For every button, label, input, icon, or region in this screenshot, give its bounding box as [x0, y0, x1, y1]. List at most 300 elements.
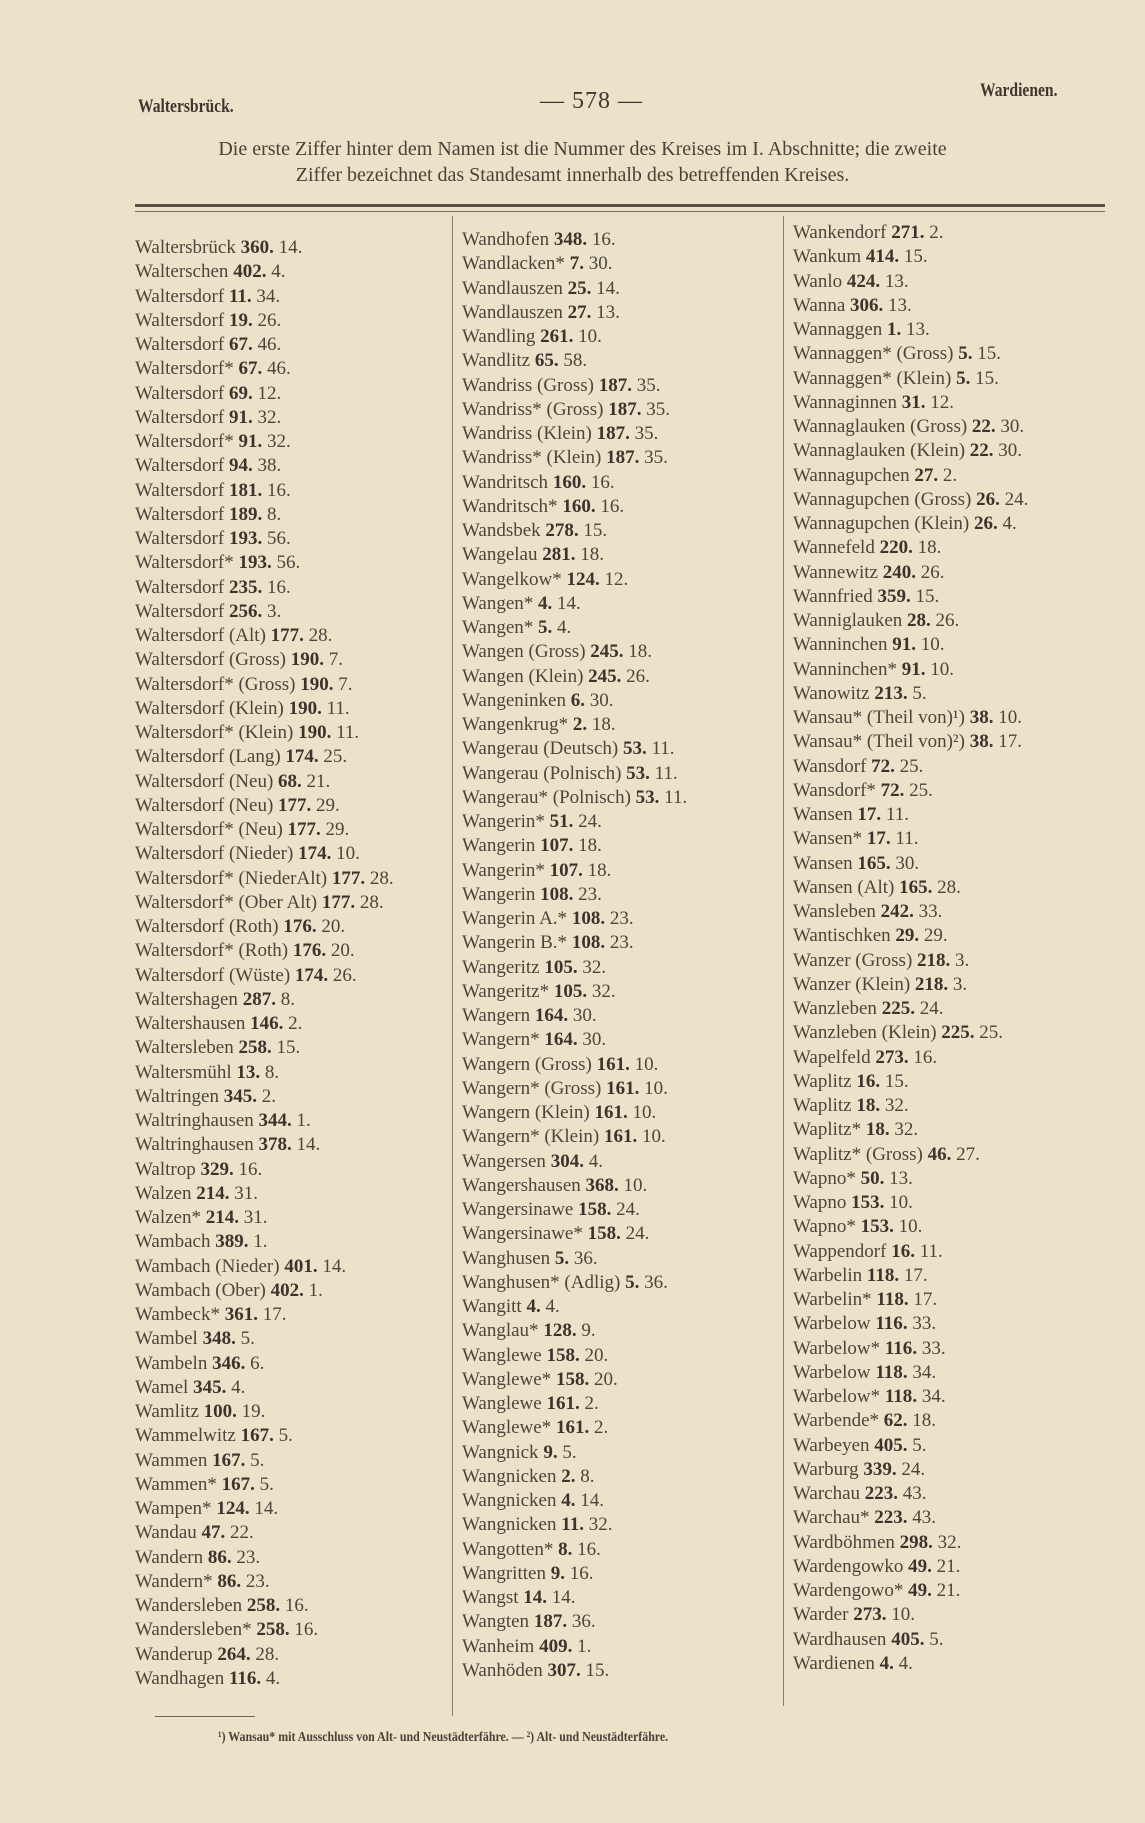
index-entry	[135, 1376, 394, 1400]
index-entry	[135, 891, 394, 915]
kreis-number: 344 .	[259, 1110, 297, 1131]
place-name: Waltringen	[135, 1085, 219, 1107]
standesamt-number: 2 .	[262, 1086, 276, 1107]
standesamt-number: 35 .	[635, 423, 659, 444]
place-name: Wambeln	[135, 1352, 208, 1374]
index-entry	[135, 309, 394, 333]
kreis-number: 160 .	[553, 472, 591, 493]
kreis-number: 213 .	[874, 683, 912, 704]
kreis-number: 9 .	[543, 1442, 562, 1463]
kreis-number: 4 .	[561, 1490, 580, 1511]
place-name: Waltersdorf (Nieder)	[135, 843, 294, 865]
place-name: Waltersdorf	[135, 406, 225, 428]
place-name: Wangersinawe	[462, 1199, 574, 1220]
index-entry	[135, 333, 394, 357]
place-name: Wangenkrug*	[462, 714, 569, 735]
standesamt-number: 11 .	[895, 828, 918, 849]
kreis-number: 4 .	[526, 1296, 545, 1317]
place-name: Wanderup	[135, 1643, 213, 1665]
index-entry	[793, 464, 1028, 488]
place-name: Waltershausen	[135, 1013, 246, 1034]
running-head-last-entry: Wardienen.	[980, 80, 1058, 101]
standesamt-number: 33 .	[922, 1338, 946, 1359]
index-entry	[462, 1538, 687, 1562]
index-entry	[793, 1337, 1028, 1361]
standesamt-number: 16 .	[238, 1159, 262, 1180]
standesamt-number: 17 .	[998, 731, 1022, 752]
place-name: Waltersdorf* (Klein)	[135, 722, 294, 743]
standesamt-number: 10 .	[635, 1054, 659, 1075]
kreis-number: 158 .	[578, 1199, 616, 1220]
standesamt-number: 35 .	[644, 447, 668, 468]
place-name: Waltersleben	[135, 1037, 234, 1059]
standesamt-number: 30 .	[1000, 416, 1024, 437]
kreis-number: 27 .	[568, 302, 597, 323]
standesamt-number: 18 .	[588, 860, 612, 881]
kreis-number: 389 .	[215, 1231, 253, 1252]
place-name: Waltersdorf	[135, 576, 225, 598]
place-name: Waltersdorf	[135, 382, 225, 404]
kreis-number: 346 .	[212, 1353, 250, 1374]
standesamt-number: 21 .	[937, 1580, 961, 1601]
index-entry	[793, 973, 1028, 997]
standesamt-number: 27 .	[956, 1144, 980, 1165]
index-entry	[135, 600, 394, 624]
index-entry	[793, 1167, 1028, 1191]
standesamt-number: 15 .	[904, 246, 928, 267]
kreis-number: 161 .	[556, 1417, 594, 1438]
index-entry	[462, 519, 687, 543]
place-name: Waltersdorf	[135, 479, 225, 501]
place-name: Wantischken	[793, 925, 891, 947]
index-entry	[793, 1482, 1028, 1506]
place-name: Wangerin	[462, 835, 536, 857]
place-name: Waltersbrück	[135, 237, 236, 258]
kreis-number: 223 .	[865, 1483, 903, 1504]
kreis-number: 124 .	[216, 1498, 254, 1519]
standesamt-number: 30 .	[895, 853, 919, 874]
kreis-number: 177 .	[278, 795, 316, 816]
standesamt-number: 12 .	[930, 392, 954, 413]
kreis-number: 348 .	[554, 229, 592, 250]
place-name: Wangerin*	[462, 811, 545, 832]
place-name: Waltersdorf (Roth)	[135, 916, 279, 937]
column-divider	[783, 216, 784, 1706]
standesamt-number: 2 .	[288, 1013, 302, 1034]
index-entry	[135, 260, 394, 284]
standesamt-number: 10 .	[644, 1078, 668, 1099]
kreis-number: 27 .	[914, 465, 943, 486]
standesamt-number: 10 .	[899, 1216, 923, 1237]
place-name: Wandern*	[135, 1570, 213, 1592]
standesamt-number: 29 .	[924, 925, 948, 946]
kreis-number: 348 .	[203, 1328, 241, 1349]
index-entry	[135, 1424, 394, 1448]
index-entry	[793, 682, 1028, 706]
index-entry	[462, 1222, 687, 1246]
place-name: Waltersdorf (Klein)	[135, 697, 284, 719]
index-entry	[135, 503, 394, 527]
kreis-number: 53 .	[636, 787, 665, 808]
place-name: Wambach (Ober)	[135, 1279, 266, 1301]
place-name: Wangnicken	[462, 1514, 557, 1536]
index-column-2	[462, 228, 687, 1683]
kreis-number: 4 .	[880, 1653, 899, 1674]
index-entry	[793, 1409, 1028, 1433]
index-entry	[793, 1118, 1028, 1142]
standesamt-number: 32 .	[582, 957, 606, 978]
place-name: Wangerau (Deutsch)	[462, 738, 619, 760]
kreis-number: 86 .	[217, 1571, 246, 1592]
index-entry	[462, 1295, 687, 1319]
standesamt-number: 13 .	[885, 271, 909, 292]
kreis-number: 240 .	[883, 562, 921, 583]
place-name: Wangeritz*	[462, 980, 550, 1002]
index-entry	[135, 406, 394, 430]
index-entry	[135, 1085, 394, 1109]
standesamt-number: 23 .	[246, 1571, 270, 1592]
index-entry	[462, 592, 687, 616]
standesamt-number: 18 .	[628, 641, 652, 662]
standesamt-number: 5 .	[912, 683, 926, 704]
index-entry	[462, 1004, 687, 1028]
place-name: Wanowitz	[793, 682, 870, 704]
standesamt-number: 3 .	[267, 601, 281, 622]
place-name: Wandritsch*	[462, 495, 558, 517]
place-name: Wansen (Alt)	[793, 876, 895, 898]
place-name: Wangern* (Gross)	[462, 1077, 602, 1099]
index-entry	[135, 1643, 394, 1667]
index-entry	[462, 568, 687, 592]
standesamt-number: 43 .	[903, 1483, 927, 1504]
place-name: Waltersdorf*	[135, 552, 234, 574]
standesamt-number: 25 .	[979, 1022, 1003, 1043]
kreis-number: 424 .	[847, 271, 885, 292]
index-entry	[135, 1182, 394, 1206]
place-name: Wandlitz	[462, 350, 531, 372]
kreis-number: 13 .	[236, 1062, 265, 1083]
place-name: Wangten	[462, 1611, 530, 1633]
kreis-number: 158 .	[556, 1369, 594, 1390]
place-name: Wanzleben (Klein)	[793, 1022, 937, 1044]
kreis-number: 25 .	[568, 278, 597, 299]
index-entry	[135, 964, 394, 988]
index-entry	[135, 454, 394, 478]
kreis-number: 72 .	[881, 780, 910, 801]
place-name: Waltrop	[135, 1158, 196, 1180]
kreis-number: 164 .	[544, 1029, 582, 1050]
index-entry	[135, 1279, 394, 1303]
kreis-number: 7 .	[570, 253, 589, 274]
index-entry	[793, 391, 1028, 415]
kreis-number: 190 .	[298, 722, 336, 743]
standesamt-number: 5 .	[562, 1442, 576, 1463]
standesamt-number: 8 .	[580, 1466, 594, 1487]
index-entry	[793, 415, 1028, 439]
kreis-number: 225 .	[941, 1022, 979, 1043]
standesamt-number: 1 .	[253, 1231, 267, 1252]
standesamt-number: 14 .	[552, 1587, 576, 1608]
standesamt-number: 29 .	[326, 819, 350, 840]
standesamt-number: 20 .	[321, 916, 345, 937]
kreis-number: 281 .	[542, 544, 580, 565]
index-entry	[793, 439, 1028, 463]
kreis-number: 158 .	[588, 1223, 626, 1244]
standesamt-number: 9 .	[581, 1320, 595, 1341]
kreis-number: 187 .	[597, 423, 635, 444]
kreis-number: 153 .	[851, 1192, 889, 1213]
kreis-number: 18 .	[856, 1095, 885, 1116]
standesamt-number: 4 .	[589, 1151, 603, 1172]
kreis-number: 107 .	[550, 860, 588, 881]
standesamt-number: 4 .	[231, 1377, 245, 1398]
standesamt-number: 32 .	[267, 431, 291, 452]
standesamt-number: 25 .	[323, 746, 347, 767]
index-entry	[793, 270, 1028, 294]
kreis-number: 214 .	[196, 1183, 234, 1204]
standesamt-number: 10 .	[336, 843, 360, 864]
place-name: Wansdorf	[793, 755, 867, 777]
standesamt-number: 2 .	[594, 1417, 608, 1438]
place-name: Wambach	[135, 1231, 211, 1253]
place-name: Warbeyen	[793, 1434, 870, 1456]
place-name: Wanglewe	[462, 1344, 542, 1366]
kreis-number: 225 .	[882, 998, 920, 1019]
place-name: Wanzer (Gross)	[793, 949, 913, 971]
place-name: Waltershagen	[135, 988, 238, 1010]
place-name: Wanglewe*	[462, 1417, 552, 1439]
place-name: Warder	[793, 1604, 849, 1626]
index-entry	[135, 794, 394, 818]
place-name: Wandlacken*	[462, 253, 565, 275]
place-name: Waltersdorf	[135, 285, 225, 307]
place-name: Waltringhausen	[135, 1110, 254, 1131]
kreis-number: 86 .	[208, 1547, 237, 1568]
place-name: Waltersdorf (Neu)	[135, 794, 274, 816]
standesamt-number: 15 .	[276, 1037, 300, 1058]
place-name: Waltersdorf	[135, 503, 225, 525]
standesamt-number: 34 .	[922, 1386, 946, 1407]
kreis-number: 68 .	[278, 771, 307, 792]
place-name: Wanna	[793, 294, 846, 316]
index-entry	[793, 706, 1028, 730]
index-entry	[462, 1489, 687, 1513]
place-name: Waltersdorf* (Gross)	[135, 673, 296, 695]
kreis-number: 19 .	[229, 310, 258, 331]
place-name: Waltersdorf (Lang)	[135, 746, 281, 768]
standesamt-number: 35 .	[637, 375, 661, 396]
place-name: Wangnicken	[462, 1490, 557, 1511]
standesamt-number: 18 .	[578, 835, 602, 856]
standesamt-number: 20 .	[594, 1369, 618, 1390]
kreis-number: 193 .	[229, 528, 267, 549]
standesamt-number: 3 .	[955, 950, 969, 971]
place-name: Warbelow	[793, 1313, 871, 1335]
kreis-number: 22 .	[972, 416, 1001, 437]
kreis-number: 329 .	[200, 1159, 238, 1180]
index-entry	[793, 730, 1028, 754]
standesamt-number: 28 .	[309, 625, 333, 646]
index-entry	[462, 640, 687, 664]
standesamt-number: 23 .	[578, 884, 602, 905]
standesamt-number: 26 .	[936, 610, 960, 631]
standesamt-number: 8 .	[281, 989, 295, 1010]
kreis-number: 62 .	[884, 1410, 913, 1431]
place-name: Wandlauszen	[462, 277, 563, 299]
index-entry	[793, 245, 1028, 269]
place-name: Wanghusen	[462, 1247, 551, 1269]
standesamt-number: 2 .	[943, 465, 957, 486]
kreis-number: 220 .	[880, 537, 918, 558]
kreis-number: 49 .	[908, 1580, 937, 1601]
index-entry	[135, 1618, 394, 1642]
place-name: Warbelin	[793, 1264, 863, 1286]
kreis-number: 181 .	[229, 480, 267, 501]
place-name: Wardengowko	[793, 1555, 904, 1577]
index-entry	[462, 1077, 687, 1101]
index-entry	[135, 576, 394, 600]
index-entry	[793, 367, 1028, 391]
kreis-number: 378 .	[259, 1134, 297, 1155]
kreis-number: 91 .	[902, 659, 931, 680]
index-entry	[793, 827, 1028, 851]
index-entry	[793, 1385, 1028, 1409]
place-name: Waplitz*	[793, 1119, 862, 1141]
place-name: Warbelow*	[793, 1337, 881, 1359]
place-name: Wansau* (Theil von)²)	[793, 731, 965, 753]
place-name: Wangern* (Klein)	[462, 1126, 600, 1148]
kreis-number: 258 .	[238, 1037, 276, 1058]
kreis-number: 306 .	[850, 295, 888, 316]
kreis-number: 116 .	[875, 1313, 912, 1334]
kreis-number: 273 .	[875, 1047, 913, 1068]
index-entry	[793, 900, 1028, 924]
kreis-number: 245 .	[590, 641, 628, 662]
standesamt-number: 11 .	[336, 722, 359, 743]
standesamt-number: 4 .	[1003, 513, 1017, 534]
index-entry	[462, 1053, 687, 1077]
standesamt-number: 16 .	[591, 472, 615, 493]
standesamt-number: 56 .	[267, 528, 291, 549]
standesamt-number: 18 .	[580, 544, 604, 565]
kreis-number: 5 .	[958, 343, 977, 364]
standesamt-number: 58 .	[563, 350, 587, 371]
kreis-number: 161 .	[594, 1102, 632, 1123]
standesamt-number: 32 .	[894, 1119, 918, 1140]
kreis-number: 18 .	[866, 1119, 895, 1140]
header-rule-thick	[135, 204, 1105, 207]
kreis-number: 31 .	[902, 392, 931, 413]
kreis-number: 108 .	[540, 884, 578, 905]
kreis-number: 107 .	[540, 835, 578, 856]
place-name: Wandau	[135, 1522, 197, 1544]
index-entry	[793, 561, 1028, 585]
kreis-number: 53 .	[626, 763, 655, 784]
standesamt-number: 8 .	[267, 504, 281, 525]
standesamt-number: 24 .	[1005, 489, 1029, 510]
standesamt-number: 10 .	[921, 634, 945, 655]
index-entry	[462, 786, 687, 810]
standesamt-number: 4 .	[557, 617, 571, 638]
index-entry	[135, 285, 394, 309]
place-name: Wansen*	[793, 828, 863, 850]
index-entry	[462, 495, 687, 519]
index-entry	[462, 349, 687, 373]
index-entry	[793, 1603, 1028, 1627]
index-entry	[135, 551, 394, 575]
kreis-number: 5 .	[555, 1248, 574, 1269]
place-name: Wannewitz	[793, 561, 878, 583]
index-entry	[135, 1158, 394, 1182]
kreis-number: 167 .	[212, 1450, 250, 1471]
index-entry	[462, 252, 687, 276]
kreis-number: 47 .	[202, 1522, 231, 1543]
index-entry	[135, 673, 394, 697]
standesamt-number: 14 .	[322, 1256, 346, 1277]
standesamt-number: 32 .	[938, 1532, 962, 1553]
standesamt-number: 15 .	[586, 1660, 610, 1681]
place-name: Wandling	[462, 326, 536, 347]
kreis-number: 128 .	[543, 1320, 581, 1341]
standesamt-number: 10 .	[891, 1604, 915, 1625]
standesamt-number: 4 .	[271, 261, 285, 282]
standesamt-number: 23 .	[236, 1547, 260, 1568]
kreis-number: 174 .	[298, 843, 336, 864]
place-name: Wangerin*	[462, 859, 545, 881]
kreis-number: 339 .	[863, 1459, 901, 1480]
index-entry	[793, 1240, 1028, 1264]
standesamt-number: 5 .	[279, 1425, 293, 1446]
index-entry	[462, 1513, 687, 1537]
kreis-number: 91 .	[238, 431, 267, 452]
index-entry	[793, 1191, 1028, 1215]
index-entry	[462, 616, 687, 640]
kreis-number: 161 .	[604, 1126, 642, 1147]
standesamt-number: 32 .	[885, 1095, 909, 1116]
place-name: Wampen*	[135, 1498, 212, 1519]
index-entry	[462, 1441, 687, 1465]
standesamt-number: 20 .	[331, 940, 355, 961]
index-entry	[462, 422, 687, 446]
index-entry	[135, 236, 394, 260]
place-name: Wanghusen* (Adlig)	[462, 1271, 621, 1293]
standesamt-number: 29 .	[316, 795, 340, 816]
kreis-number: 187 .	[599, 375, 637, 396]
place-name: Wangerin A.*	[462, 908, 568, 929]
kreis-number: 94 .	[229, 455, 258, 476]
index-entry	[135, 1546, 394, 1570]
kreis-number: 67 .	[229, 334, 258, 355]
standesamt-number: 16 .	[294, 1619, 318, 1640]
kreis-number: 189 .	[229, 504, 267, 525]
kreis-number: 16 .	[891, 1241, 920, 1262]
standesamt-number: 24 .	[626, 1223, 650, 1244]
place-name: Wamel	[135, 1376, 189, 1398]
place-name: Wannaginnen	[793, 391, 897, 413]
kreis-number: 4 .	[538, 593, 557, 614]
standesamt-number: 10 .	[632, 1102, 656, 1123]
place-name: Wambach (Nieder)	[135, 1255, 280, 1277]
standesamt-number: 14 .	[254, 1498, 278, 1519]
standesamt-number: 16 .	[267, 577, 291, 598]
footnote-rule	[155, 1716, 255, 1717]
index-entry	[135, 1497, 394, 1521]
place-name: Wangern*	[462, 1029, 540, 1051]
kreis-number: 235 .	[229, 577, 267, 598]
standesamt-number: 5 .	[241, 1328, 255, 1349]
standesamt-number: 56 .	[276, 552, 300, 573]
index-entry	[793, 658, 1028, 682]
